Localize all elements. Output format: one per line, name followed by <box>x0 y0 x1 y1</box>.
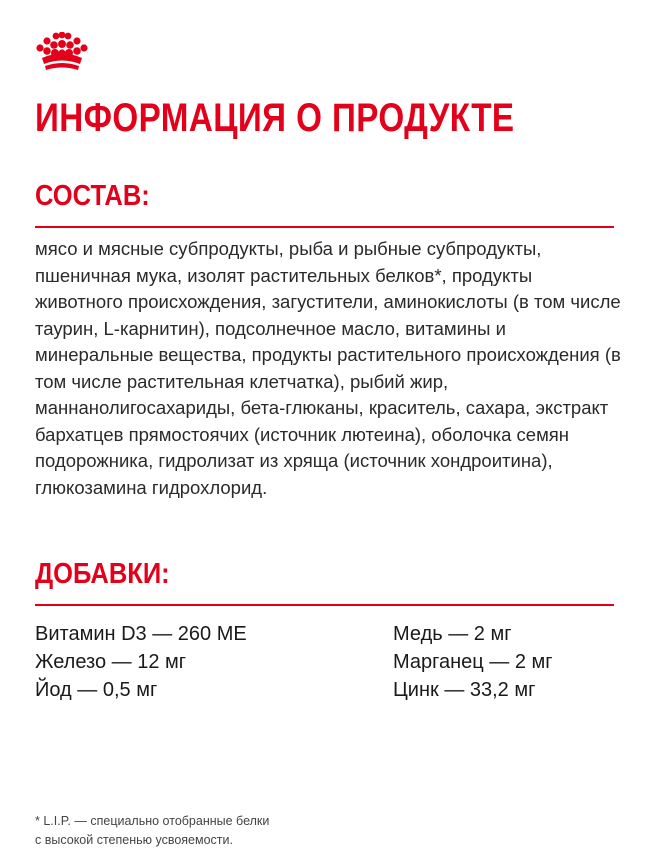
additive-item: Цинк — 33,2 мг <box>393 679 536 701</box>
composition-text: мясо и мясные субпродукты, рыба и рыбные субпродукты, пшеничная мука, изолят растительных белков*, продукты животного происхождения, загустители, аминокислоты (в том числе таурин, L-карнитин), подсолнечное масло, витамины и минеральные вещества, продукты растительного происхождения (в том числе растительная клетчатка), рыбий жир, маннанолигосахариды, бета-глюканы, краситель, сахара, экстракт бархатцев прямостоячих (источник лютеина), оболочка семян подорожника, гидролизат из хряща (источник хондроитина), глюкозамина гидрохлорид. <box>35 238 621 498</box>
additives-list-left <box>35 620 247 704</box>
additive-item: Железо — 12 мг <box>35 651 187 673</box>
footnote <box>35 812 435 850</box>
composition-divider <box>35 226 614 228</box>
additives-heading: ДОБАВКИ: <box>35 558 170 590</box>
crown-icon <box>33 32 91 74</box>
additives-list-right <box>393 620 553 704</box>
footnote-line: с высокой степенью усвояемости. <box>35 833 233 847</box>
additive-item: Медь — 2 мг <box>393 623 512 645</box>
composition-heading: СОСТАВ: <box>35 180 150 212</box>
additives-divider <box>35 604 614 606</box>
additive-item: Витамин D3 — 260 МЕ <box>35 623 247 645</box>
footnote-line: * L.I.P. — специально отобранные белки <box>35 814 270 828</box>
additive-item: Йод — 0,5 мг <box>35 679 158 701</box>
page-title: ИНФОРМАЦИЯ О ПРОДУКТЕ <box>35 96 515 140</box>
additive-item: Марганец — 2 мг <box>393 651 553 673</box>
